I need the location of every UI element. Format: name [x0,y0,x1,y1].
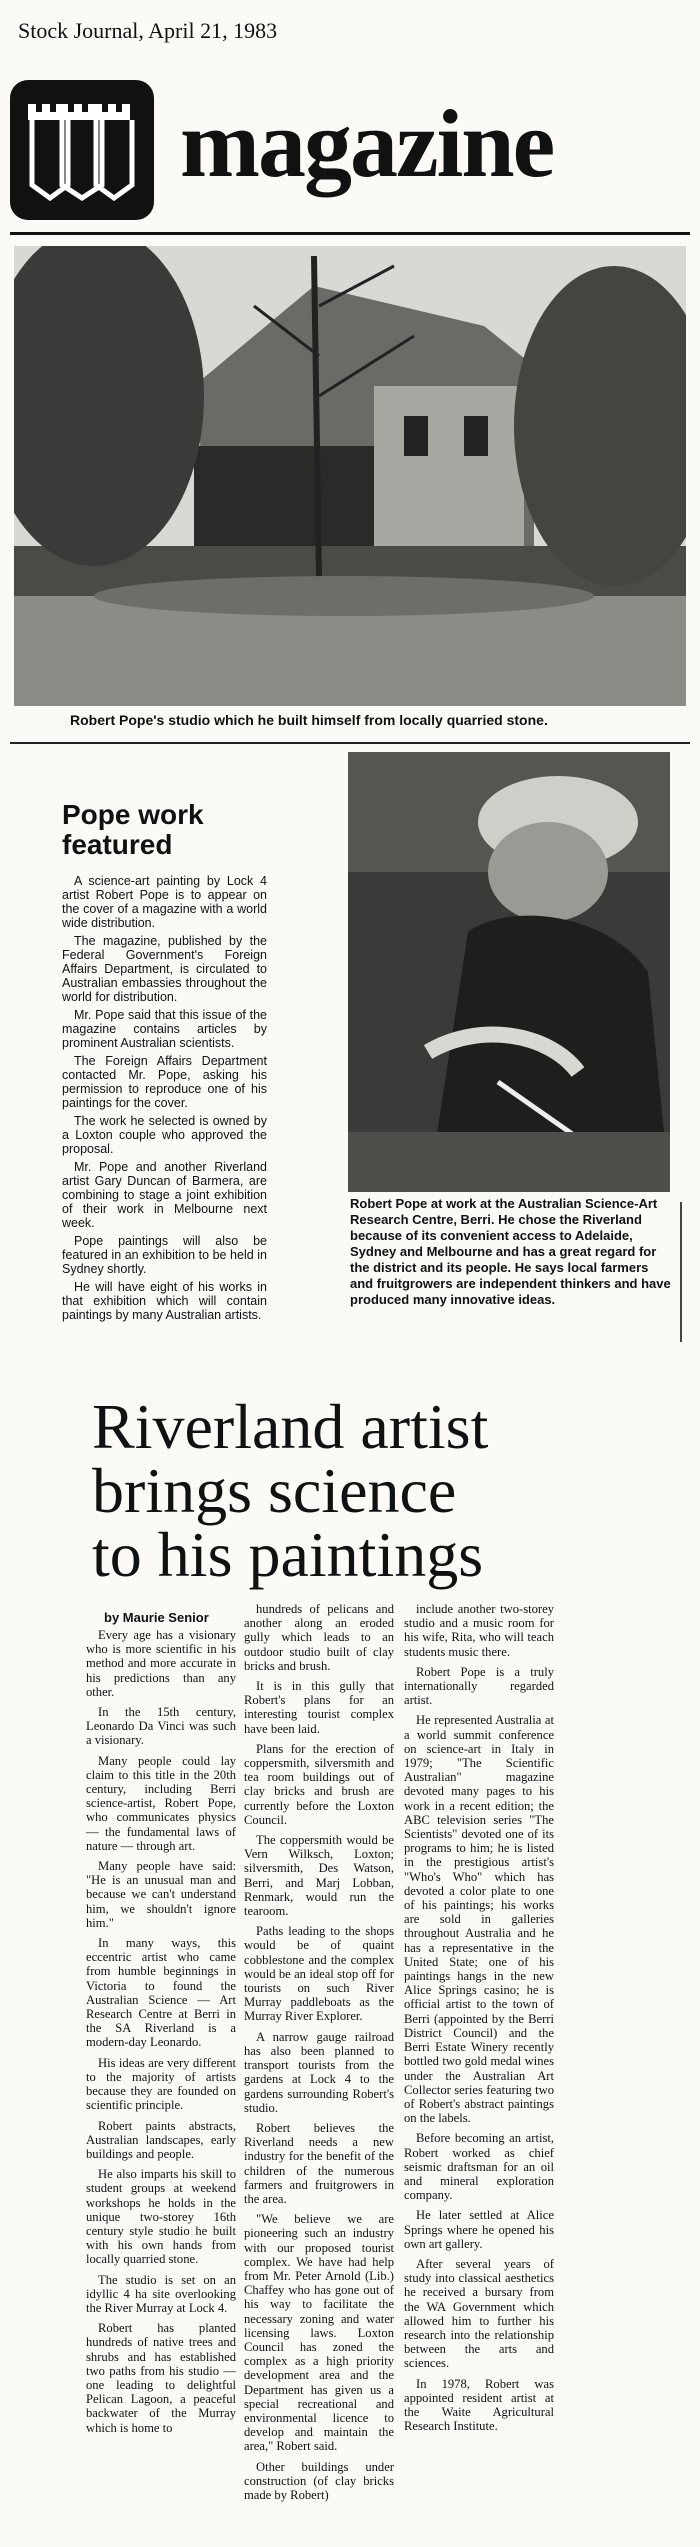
sidebar-paragraph: The magazine, published by the Federal Government's Foreign Affairs Department, is circulated to Australian embassies throughout the world for distribution. [62,934,267,1004]
studio-photo [14,246,686,706]
article-paragraph: In the 15th century, Leonardo Da Vinci was such a visionary. [86,1705,236,1748]
article-column-2 [244,1602,394,2508]
sidebar-paragraph: He will have eight of his works in that exhibition which will contain paintings by many Australian artists. [62,1280,267,1322]
sidebar-paragraph: A science-art painting by Lock 4 artist Robert Pope is to appear on the cover of a magazine with a world wide distribution. [62,874,267,930]
sidebar-title-line: Pope work [62,799,204,830]
masthead-title: magazine [180,90,554,197]
article-paragraph: He later settled at Alice Springs where he opened his own art gallery. [404,2208,554,2251]
article-paragraph: Robert has planted hundreds of native trees and shrubs and has established two paths from his studio — one leading to delightful Pelican Lagoon, a peaceful backwater of the Murray which is home to [86,2321,236,2435]
sidebar-title-line: featured [62,829,173,860]
article-paragraph: Paths leading to the shops would be of quaint cobblestone and the complex would be an ideal stop off for tourists on such River Murray paddleboats as the Murray River Explorer. [244,1924,394,2024]
sidebar-paragraph: Mr. Pope said that this issue of the magazine contains articles by prominent Australian scientists. [62,1008,267,1050]
article-paragraph: He also imparts his skill to student groups at weekend workshops he holds in the unique two-storey 16th century style studio he built with his own hands from locally quarried stone. [86,2167,236,2267]
sidebar-body [62,874,267,1322]
headline-line: Riverland artist [92,1391,489,1462]
sidebar-title [62,800,267,860]
article-column-3 [404,1602,554,2439]
article-paragraph: In 1978, Robert was appointed resident artist at the Waite Agricultural Research Institute. [404,2376,554,2434]
sidebar-paragraph: The work he selected is owned by a Loxton couple who approved the proposal. [62,1114,267,1156]
article-paragraph: The studio is set on an idyllic 4 ha site overlooking the River Murray at Lock 4. [86,2272,236,2315]
article-paragraph: Before becoming an artist, Robert worked as chief seismic draftsman for an oil and mineral exploration company. [404,2131,554,2203]
article-paragraph: include another two-storey studio and a music room for his wife, Rita, who will teach students music there. [404,1602,554,1659]
headline-line: to his paintings [92,1519,484,1590]
masthead-rule [10,232,690,235]
castle-icon [10,80,154,220]
article-paragraph: It is in this gully that Robert's plans for an interesting tourist complex have been laid. [244,1679,394,1736]
article-paragraph: Many people have said: "He is an unusual man and because we can't understand him, we shouldn't ignore him." [86,1859,236,1930]
article-paragraph: Robert Pope is a truly internationally regarded artist. [404,1664,554,1708]
studio-photo-caption: Robert Pope's studio which he built himself from locally quarried stone. [70,712,548,728]
article-paragraph: hundreds of pelicans and another along an eroded gully which leads to an outdoor studio built of clay bricks and brush. [244,1602,394,1673]
sidebar-paragraph: The Foreign Affairs Department contacted Mr. Pope, asking his permission to reproduce one of his paintings for the cover. [62,1054,267,1110]
article-paragraph: A narrow gauge railroad has also been planned to transport tourists from the gardens at Lock 4 to the gardens surrounding Robert's studio. [244,2029,394,2115]
article-paragraph: Robert paints abstracts, Australian landscapes, early buildings and people. [86,2118,236,2161]
article-paragraph: He represented Australia at a world summit conference on science-art in Italy in 1979; "The Scientific Australian" magazine devoted many pages to his work in a recent edition; the ABC television series "The Scientists" devoted one of its programs to him; he is listed in the prestigious artist's "Who's Who" which has devoted a color plate to one of his paintings; his works are sold in galleries throughout Australia and he has a representative in the United State; one of his paintings hangs in the new Alice Springs casino; he is official artist to the town of Berri (appointed by the Berri District Council) and the Berri Estate Winery recently bottled two gold medal wines under the Australian Art Collector series featuring two of Robert's abstract paintings on the labels. [404,1713,554,2126]
article-paragraph: After several years of study into classical aesthetics he received a bursary from the WA Government which allowed him to further his research into the relationship between the arts and sciences. [404,2256,554,2371]
sidebar-paragraph: Pope paintings will also be featured in an exhibition to be held in Sydney shortly. [62,1234,267,1276]
artist-photo-caption: Robert Pope at work at the Australian Science-Art Research Centre, Berri. He chose the Riverland because of its convenient access to Adelaide, Sydney and Melbourne and has a great regard for the district and its people. He says local farmers and fruitgrowers are independent thinkers and have produced many innovative ideas. [350,1196,671,1307]
column-rule [680,1202,682,1342]
article-paragraph: Plans for the erection of coppersmith, silversmith and tea room buildings out of clay bricks and brush are currently before the Loxton Council. [244,1741,394,1827]
article-paragraph: The coppersmith would be Vern Wilksch, Loxton; silversmith, Des Watson, Berri, and Marj Lobban, Renmark, would run the tearoom. [244,1833,394,1919]
article-paragraph: Many people could lay claim to this title in the 20th century, including Berri science-artist, Robert Pope, who communicates physics — the fundamental laws of nature — through art. [86,1753,236,1853]
article-column-1 [86,1628,236,2441]
dateline: Stock Journal, April 21, 1983 [18,18,278,43]
article-paragraph: His ideas are very different to the majority of artists because they are founded on scientific principle. [86,2055,236,2113]
artist-photo [348,752,670,1192]
article-paragraph: In many ways, this eccentric artist who came from humble beginnings in Victoria to found the Australian Science — Art Research Centre at Berri in the SA Riverland is a modern-day Leonardo. [86,1936,236,2050]
article-headline [92,1391,682,1590]
sidebar-story [62,800,267,1326]
article-paragraph: Other buildings under construction (of clay bricks made by Robert) [244,2459,394,2502]
sidebar-paragraph: Mr. Pope and another Riverland artist Gary Duncan of Barmera, are combining to stage a joint exhibition of their work in Melbourne next week. [62,1160,267,1230]
byline: by Maurie Senior [104,1610,209,1625]
article-paragraph: "We believe we are pioneering such an industry with our proposed tourist complex. We have had help from Mr. Peter Arnold (Lib.) Chaffey who has gone out of his way to facilitate the necessary zoning and water licensing laws. Loxton Council has zoned the complex as a high priority development area and the Department has given us a special recreational and environmental licence to develop and maintain the area," Robert said. [244,2212,394,2454]
article-paragraph: Robert believes the Riverland needs a new industry for the benefit of the children of the numerous farmers and fruitgrowers in the area. [244,2120,394,2206]
headline-line: brings science [92,1455,457,1526]
section-rule [10,742,690,744]
magazine-logo [10,80,154,220]
article-paragraph: Every age has a visionary who is more scientific in his method and more accurate in his predictions than any other. [86,1628,236,1699]
